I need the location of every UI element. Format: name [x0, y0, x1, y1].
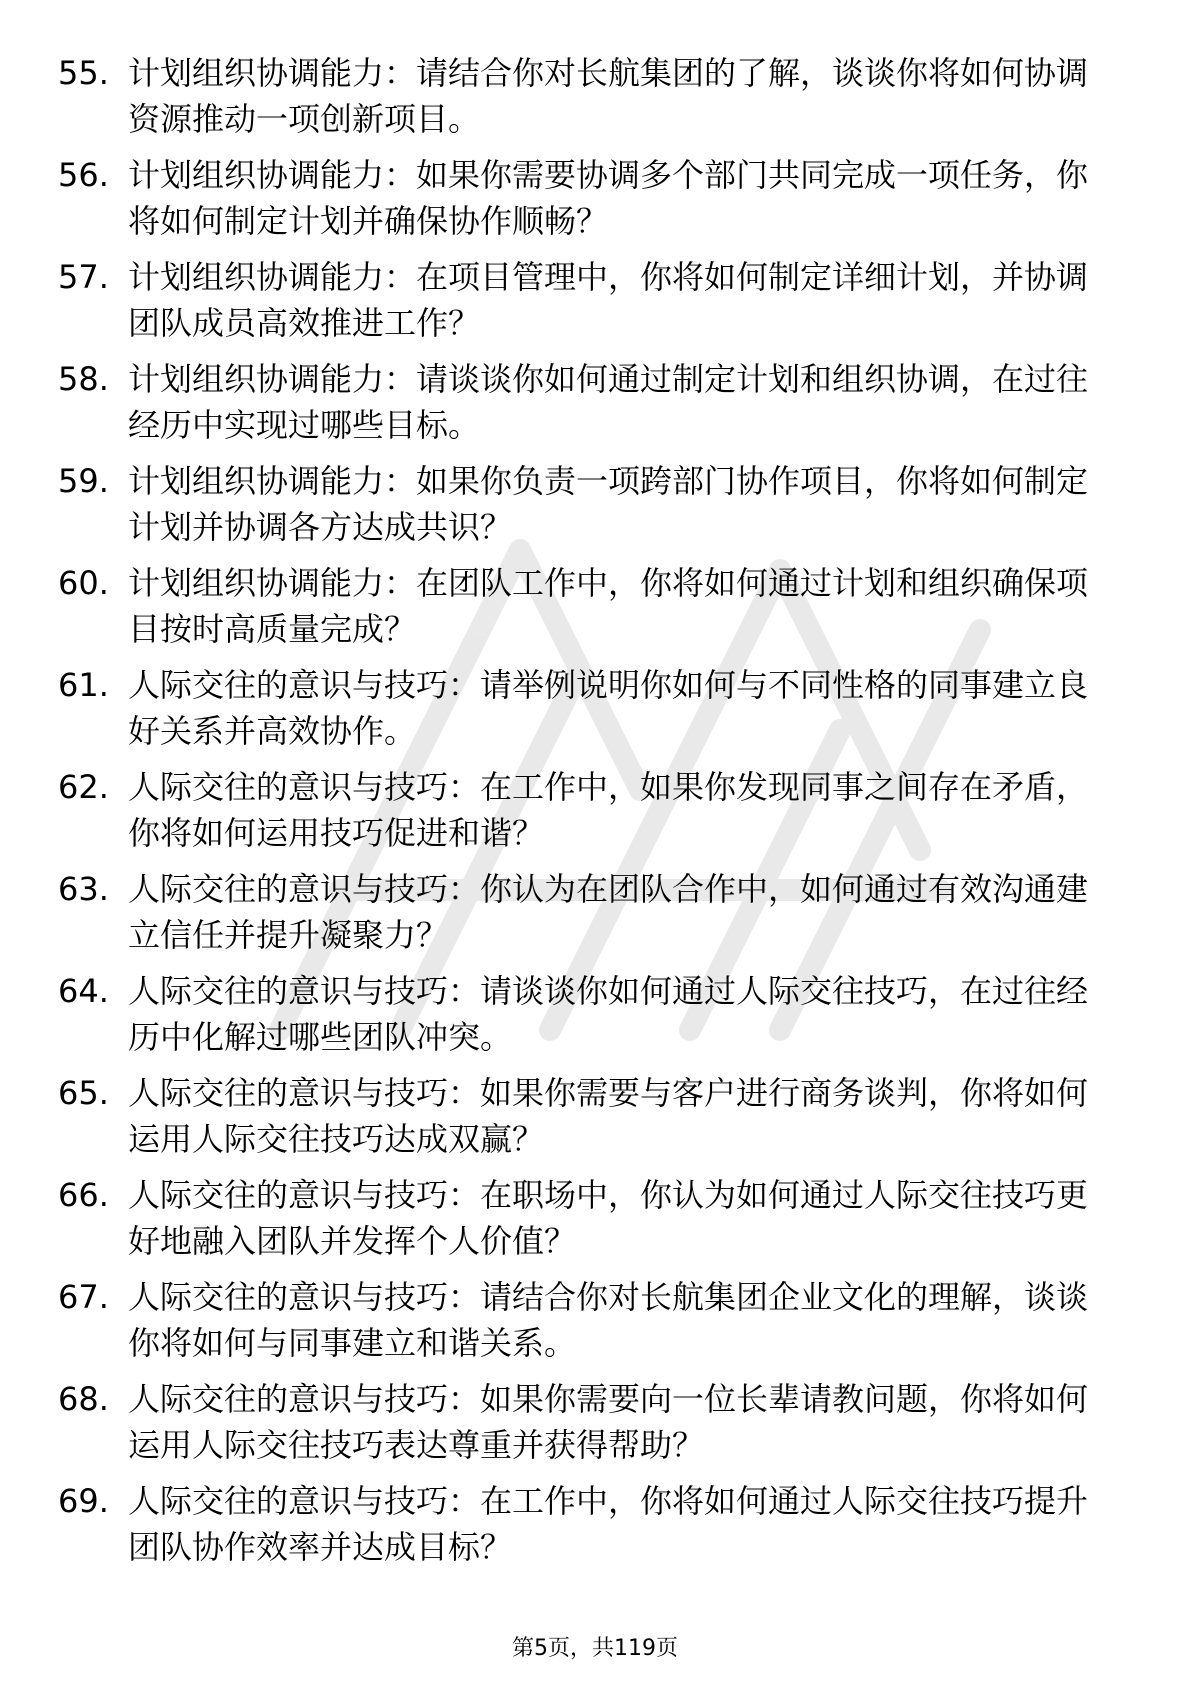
list-item [58, 50, 1108, 142]
question-number: 66. [58, 1176, 109, 1214]
question-text: 人际交往的意识与技巧：请谈谈你如何通过人际交往技巧，在过往经历中化解过哪些团队冲突。 [128, 972, 1089, 1056]
question-list [58, 50, 1108, 1580]
question-number: 65. [58, 1074, 109, 1112]
question-number: 62. [58, 768, 109, 806]
page-number-label: 第5页，共119页 [512, 1636, 678, 1661]
list-item [58, 1478, 1108, 1570]
list-item [58, 458, 1108, 550]
list-item [58, 764, 1108, 856]
list-item [58, 662, 1108, 754]
list-item [58, 1376, 1108, 1468]
question-text: 人际交往的意识与技巧：在工作中，你将如何通过人际交往技巧提升团队协作效率并达成目标？ [128, 1482, 1089, 1566]
list-item [58, 560, 1108, 652]
question-number: 56. [58, 156, 109, 194]
question-text: 人际交往的意识与技巧：在职场中，你认为如何通过人际交往技巧更好地融入团队并发挥个人价值？ [128, 1176, 1089, 1260]
question-text: 人际交往的意识与技巧：请举例说明你如何与不同性格的同事建立良好关系并高效协作。 [128, 666, 1089, 750]
question-number: 64. [58, 972, 109, 1010]
question-number: 68. [58, 1380, 109, 1418]
question-text: 计划组织协调能力：在团队工作中，你将如何通过计划和组织确保项目按时高质量完成？ [128, 564, 1089, 648]
list-item [58, 866, 1108, 958]
question-text: 人际交往的意识与技巧：在工作中，如果你发现同事之间存在矛盾，你将如何运用技巧促进和谐？ [128, 768, 1089, 852]
list-item [58, 1172, 1108, 1264]
question-number: 63. [58, 870, 109, 908]
list-item [58, 968, 1108, 1060]
question-text: 计划组织协调能力：如果你需要协调多个部门共同完成一项任务，你将如何制定计划并确保协作顺畅？ [128, 156, 1089, 240]
list-item [58, 356, 1108, 448]
question-text: 计划组织协调能力：请谈谈你如何通过制定计划和组织协调，在过往经历中实现过哪些目标。 [128, 360, 1089, 444]
question-number: 69. [58, 1482, 109, 1520]
question-text: 计划组织协调能力：如果你负责一项跨部门协作项目，你将如何制定计划并协调各方达成共识？ [128, 462, 1089, 546]
list-item [58, 1070, 1108, 1162]
question-text: 计划组织协调能力：请结合你对长航集团的了解，谈谈你将如何协调资源推动一项创新项目。 [128, 54, 1089, 138]
page-footer [0, 1634, 1190, 1664]
question-text: 计划组织协调能力：在项目管理中，你将如何制定详细计划，并协调团队成员高效推进工作？ [128, 258, 1089, 342]
question-text: 人际交往的意识与技巧：如果你需要与客户进行商务谈判，你将如何运用人际交往技巧达成双赢？ [128, 1074, 1089, 1158]
question-number: 57. [58, 258, 109, 296]
question-number: 61. [58, 666, 109, 704]
question-text: 人际交往的意识与技巧：如果你需要向一位长辈请教问题，你将如何运用人际交往技巧表达尊重并获得帮助？ [128, 1380, 1089, 1464]
question-number: 55. [58, 54, 109, 92]
list-item [58, 152, 1108, 244]
list-item [58, 254, 1108, 346]
question-number: 59. [58, 462, 109, 500]
question-text: 人际交往的意识与技巧：你认为在团队合作中，如何通过有效沟通建立信任并提升凝聚力？ [128, 870, 1089, 954]
question-number: 67. [58, 1278, 109, 1316]
question-number: 60. [58, 564, 109, 602]
question-number: 58. [58, 360, 109, 398]
list-item [58, 1274, 1108, 1366]
question-text: 人际交往的意识与技巧：请结合你对长航集团企业文化的理解，谈谈你将如何与同事建立和谐关系。 [128, 1278, 1089, 1362]
